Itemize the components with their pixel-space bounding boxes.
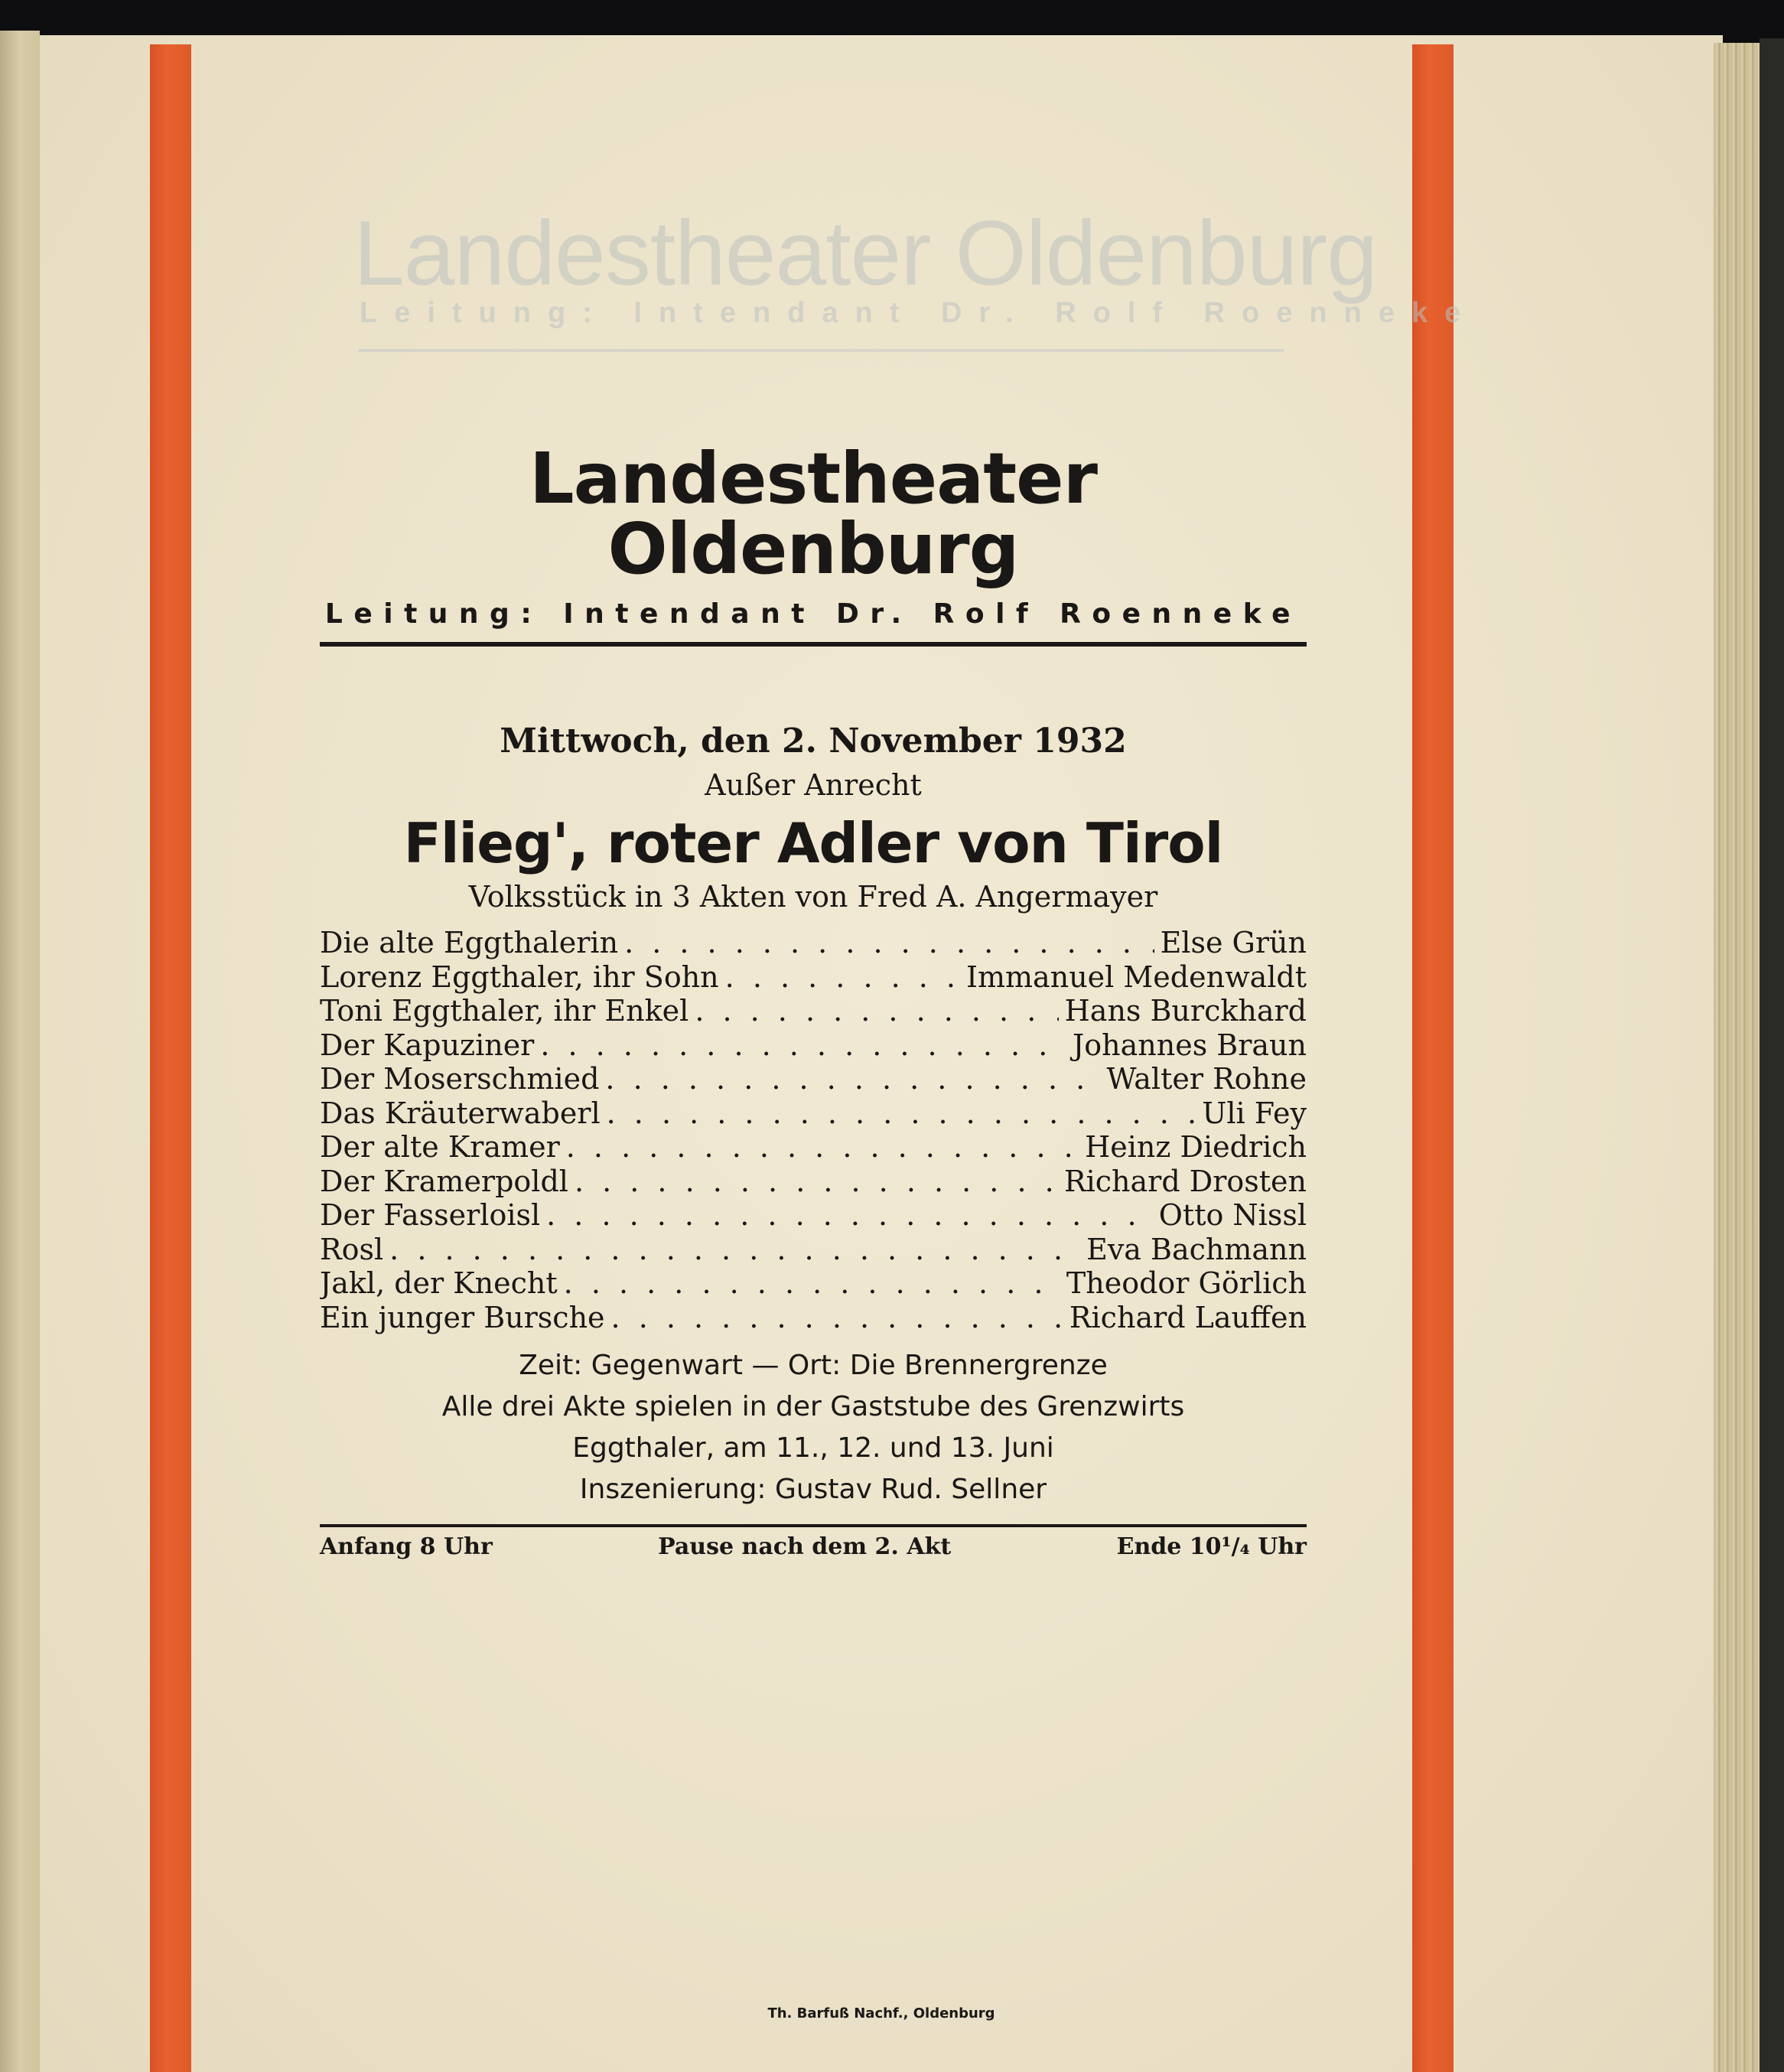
- leader-dots: [607, 1096, 1196, 1130]
- printer-imprint: Th. Barfuß Nachf., Oldenburg: [767, 2005, 995, 2022]
- cast-role: Jakl, der Knecht: [320, 1266, 558, 1300]
- leader-dots: [695, 994, 1058, 1028]
- cast-row: [320, 926, 1307, 960]
- left-orange-stripe: [150, 44, 191, 2072]
- program-content: [320, 438, 1307, 1560]
- cast-row: [320, 1198, 1307, 1233]
- cast-role: Toni Eggthaler, ihr Enkel: [320, 994, 689, 1028]
- leader-dots: [540, 1028, 1066, 1062]
- cast-role: Rosl: [320, 1232, 384, 1266]
- theater-name: Landestheater Oldenburg: [529, 438, 1097, 590]
- leader-dots: [564, 1266, 1060, 1300]
- theater-direction: Leitung: Intendant Dr. Rolf Roenneke: [324, 598, 1302, 630]
- cast-actor: Walter Rohne: [1106, 1062, 1307, 1096]
- cast-row: [320, 1233, 1307, 1267]
- bleed-through-subtitle: Leitung: Intendant Dr. Rolf Roenneke: [360, 297, 1478, 329]
- setting-note-line-2: Eggthaler, am 11., 12. und 13. Juni: [572, 1432, 1054, 1464]
- cast-actor: Heinz Diedrich: [1085, 1130, 1307, 1164]
- cast-row: [320, 1130, 1307, 1165]
- leader-dots: [624, 926, 1154, 959]
- cast-role: Die alte Eggthalerin: [320, 926, 619, 959]
- cast-actor: Richard Drosten: [1064, 1164, 1307, 1198]
- cast-actor: Eva Bachmann: [1086, 1232, 1307, 1266]
- cast-role: Der Kapuziner: [320, 1028, 535, 1062]
- pause-note: Pause nach dem 2. Akt: [658, 1533, 952, 1560]
- start-time: Anfang 8 Uhr: [320, 1533, 493, 1560]
- cast-role: Der alte Kramer: [320, 1130, 560, 1164]
- production-notes: [320, 1345, 1307, 1510]
- cast-row: [320, 1062, 1307, 1096]
- cast-row: [320, 1301, 1307, 1335]
- play-subtitle: Volksstück in 3 Akten von Fred A. Angermayer: [468, 880, 1158, 914]
- cast-actor: Else Grün: [1160, 926, 1307, 959]
- end-time: Ende 10¹/₄ Uhr: [1116, 1533, 1307, 1560]
- cast-role: Der Fasserloisl: [320, 1198, 541, 1232]
- leader-dots: [389, 1233, 1080, 1266]
- subscription-note: Außer Anrecht: [705, 768, 922, 802]
- cast-row: [320, 1266, 1307, 1301]
- leader-dots: [546, 1198, 1153, 1232]
- leader-dots: [611, 1301, 1063, 1334]
- cast-actor: Richard Lauffen: [1069, 1300, 1307, 1334]
- bleed-through-rule: [358, 349, 1284, 352]
- direction-credit: Inszenierung: Gustav Rud. Sellner: [579, 1474, 1047, 1505]
- cast-role: Das Kräuterwaberl: [320, 1096, 601, 1130]
- play-title: Flieg', roter Adler von Tirol: [403, 811, 1223, 875]
- leader-dots: [725, 960, 960, 994]
- cast-role: Ein junger Bursche: [320, 1300, 605, 1334]
- header-rule: [320, 642, 1307, 647]
- cast-role: Der Moserschmied: [320, 1062, 600, 1096]
- cast-actor: Johannes Braun: [1073, 1028, 1307, 1062]
- book-binding-shadow: [1760, 38, 1784, 2072]
- cast-actor: Otto Nissl: [1158, 1198, 1307, 1232]
- cast-row: [320, 1096, 1307, 1131]
- cast-row: [320, 1165, 1307, 1199]
- footer-rule: [320, 1524, 1307, 1527]
- cast-list: [320, 926, 1307, 1334]
- right-orange-stripe: [1412, 44, 1454, 2072]
- setting-note-line-1: Alle drei Akte spielen in der Gaststube des Grenzwirts: [441, 1391, 1185, 1422]
- cast-role: Der Kramerpoldl: [320, 1164, 568, 1198]
- leader-dots: [566, 1130, 1079, 1164]
- cast-actor: Immanuel Medenwaldt: [965, 959, 1307, 994]
- cast-actor: Theodor Görlich: [1066, 1266, 1307, 1300]
- adjacent-page-edge: [0, 31, 40, 2072]
- cast-role: Lorenz Eggthaler, ihr Sohn: [320, 959, 719, 994]
- cast-row: [320, 960, 1307, 995]
- time-place-note: Zeit: Gegenwart — Ort: Die Brennergrenze: [519, 1350, 1108, 1381]
- performance-date: Mittwoch, den 2. November 1932: [500, 722, 1127, 761]
- cast-row: [320, 994, 1307, 1028]
- leader-dots: [575, 1165, 1058, 1198]
- schedule-footer: [320, 1533, 1307, 1560]
- cast-row: [320, 1028, 1307, 1063]
- cast-actor: Uli Fey: [1202, 1096, 1307, 1130]
- bleed-through-title: Landestheater Oldenburg: [353, 202, 1378, 305]
- cast-actor: Hans Burckhard: [1064, 994, 1307, 1028]
- leader-dots: [605, 1062, 1100, 1096]
